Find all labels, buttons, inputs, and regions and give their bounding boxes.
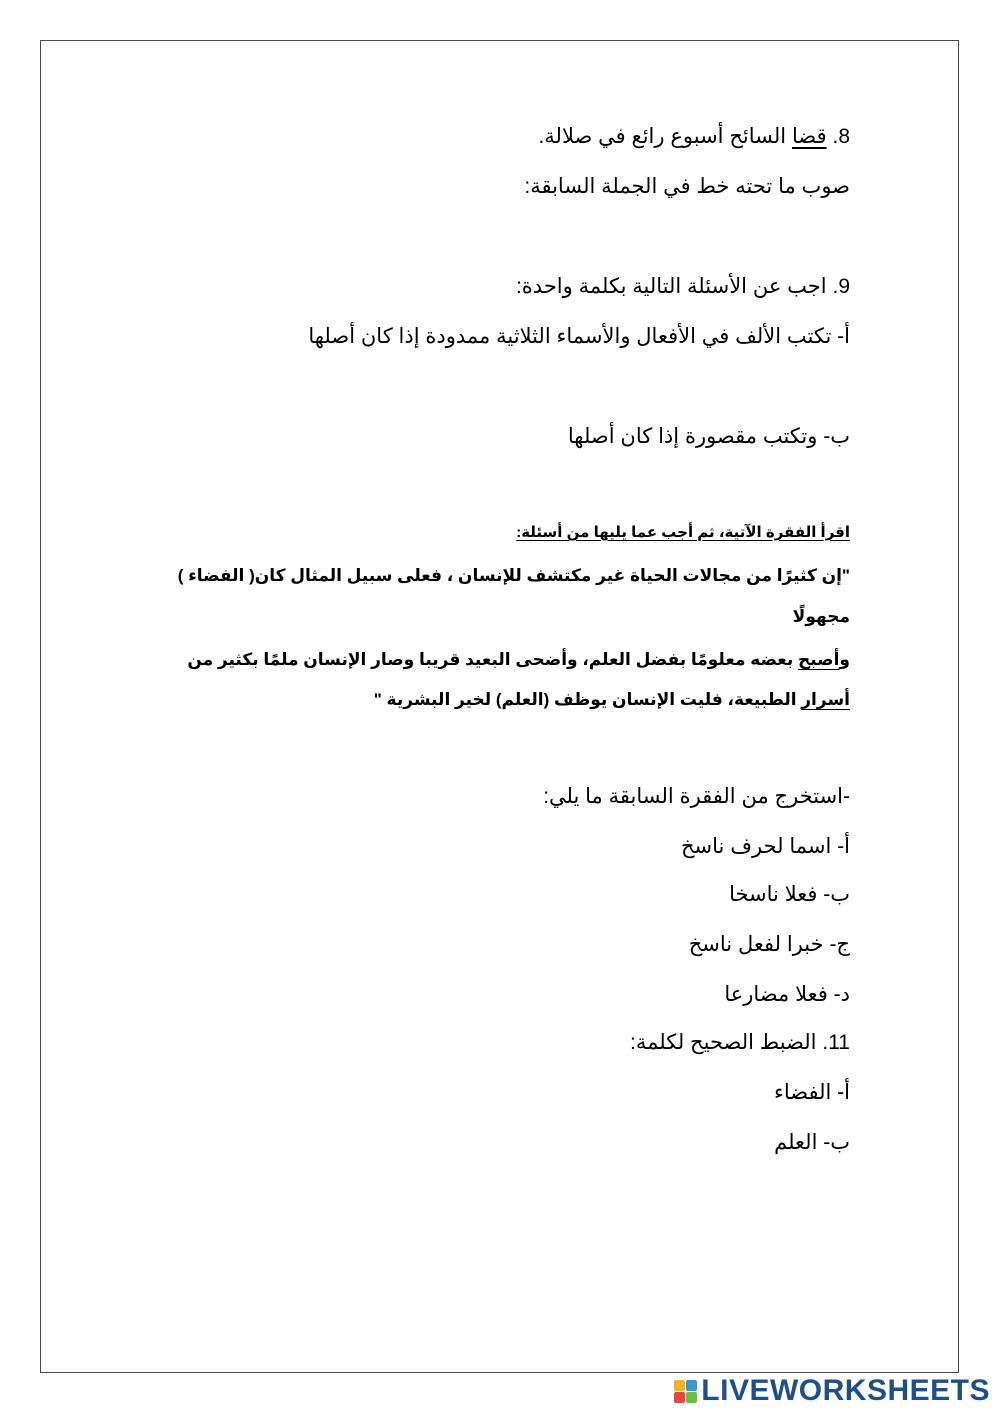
extract-item-b: ب- فعلا ناسخا <box>729 883 850 906</box>
extract-item-a: أ- اسما لحرف ناسخ <box>680 835 850 858</box>
q8-underlined-word: قضا <box>791 125 827 148</box>
q8-number: 8. <box>832 125 850 148</box>
q8-sentence <box>538 124 850 149</box>
passage-line-3-prefix: و <box>839 650 850 669</box>
liveworksheets-logo[interactable] <box>674 1374 990 1408</box>
passage-line-2: مجهولًا <box>792 607 850 626</box>
logo-square-2 <box>686 1380 697 1391</box>
extract-item-c: ج- خبرا لفعل ناسخ <box>688 933 850 956</box>
passage-line-4 <box>374 690 850 710</box>
q11-item-b: ب- العلم <box>774 1131 850 1154</box>
q9-title-line <box>516 274 850 299</box>
q9-item-a: أ- تكتب الألف في الأفعال والأسماء الثلاثية ممدودة إذا كان أصلها <box>308 325 850 348</box>
q8-sentence-rest: السائح أسبوع رائع في صلالة. <box>538 125 787 148</box>
q9-number: 9. <box>832 275 850 298</box>
liveworksheets-logo-icon <box>674 1380 697 1403</box>
passage-line-4-rest: الطبيعة، فليت الإنسان يوظف (العلم) لخير البشرية " <box>373 690 802 709</box>
logo-square-4 <box>686 1392 697 1403</box>
passage-line-3 <box>187 650 850 670</box>
logo-square-1 <box>674 1380 685 1391</box>
passage-underlined-asrar: أسرار <box>801 690 850 709</box>
extract-title: -استخرج من الفقرة السابقة ما يلي: <box>543 785 850 808</box>
logo-square-3 <box>674 1392 685 1403</box>
passage-line-3-rest: بعضه معلومًا بفضل العلم، وأضحى البعيد قريبا وصار الإنسان ملمًا بكثير من <box>187 650 798 669</box>
q11-title-line <box>630 1030 850 1055</box>
passage-heading: اقرأ الفقرة الآتية، ثم أجب عما يليها من أسئلة: <box>516 524 850 541</box>
passage-line-1: "إن كثيرًا من مجالات الحياة غير مكتشف للإنسان ، فعلى سبيل المثال كان( الفضاء ) <box>177 566 850 585</box>
passage-underlined-asbaha: أصبح <box>797 650 840 669</box>
q9-item-b: ب- وتكتب مقصورة إذا كان أصلها <box>567 425 850 448</box>
liveworksheets-brand: LIVEWORKSHEETS <box>701 1374 990 1407</box>
q11-number: 11. <box>822 1031 850 1054</box>
extract-item-d: د- فعلا مضارعا <box>724 983 850 1006</box>
q8-instruction: صوب ما تحته خط في الجملة السابقة: <box>524 175 850 198</box>
q11-item-a: أ- الفضاء <box>773 1081 850 1104</box>
q11-title: الضبط الصحيح لكلمة: <box>630 1031 817 1054</box>
q9-title: اجب عن الأسئلة التالية بكلمة واحدة: <box>515 275 827 298</box>
